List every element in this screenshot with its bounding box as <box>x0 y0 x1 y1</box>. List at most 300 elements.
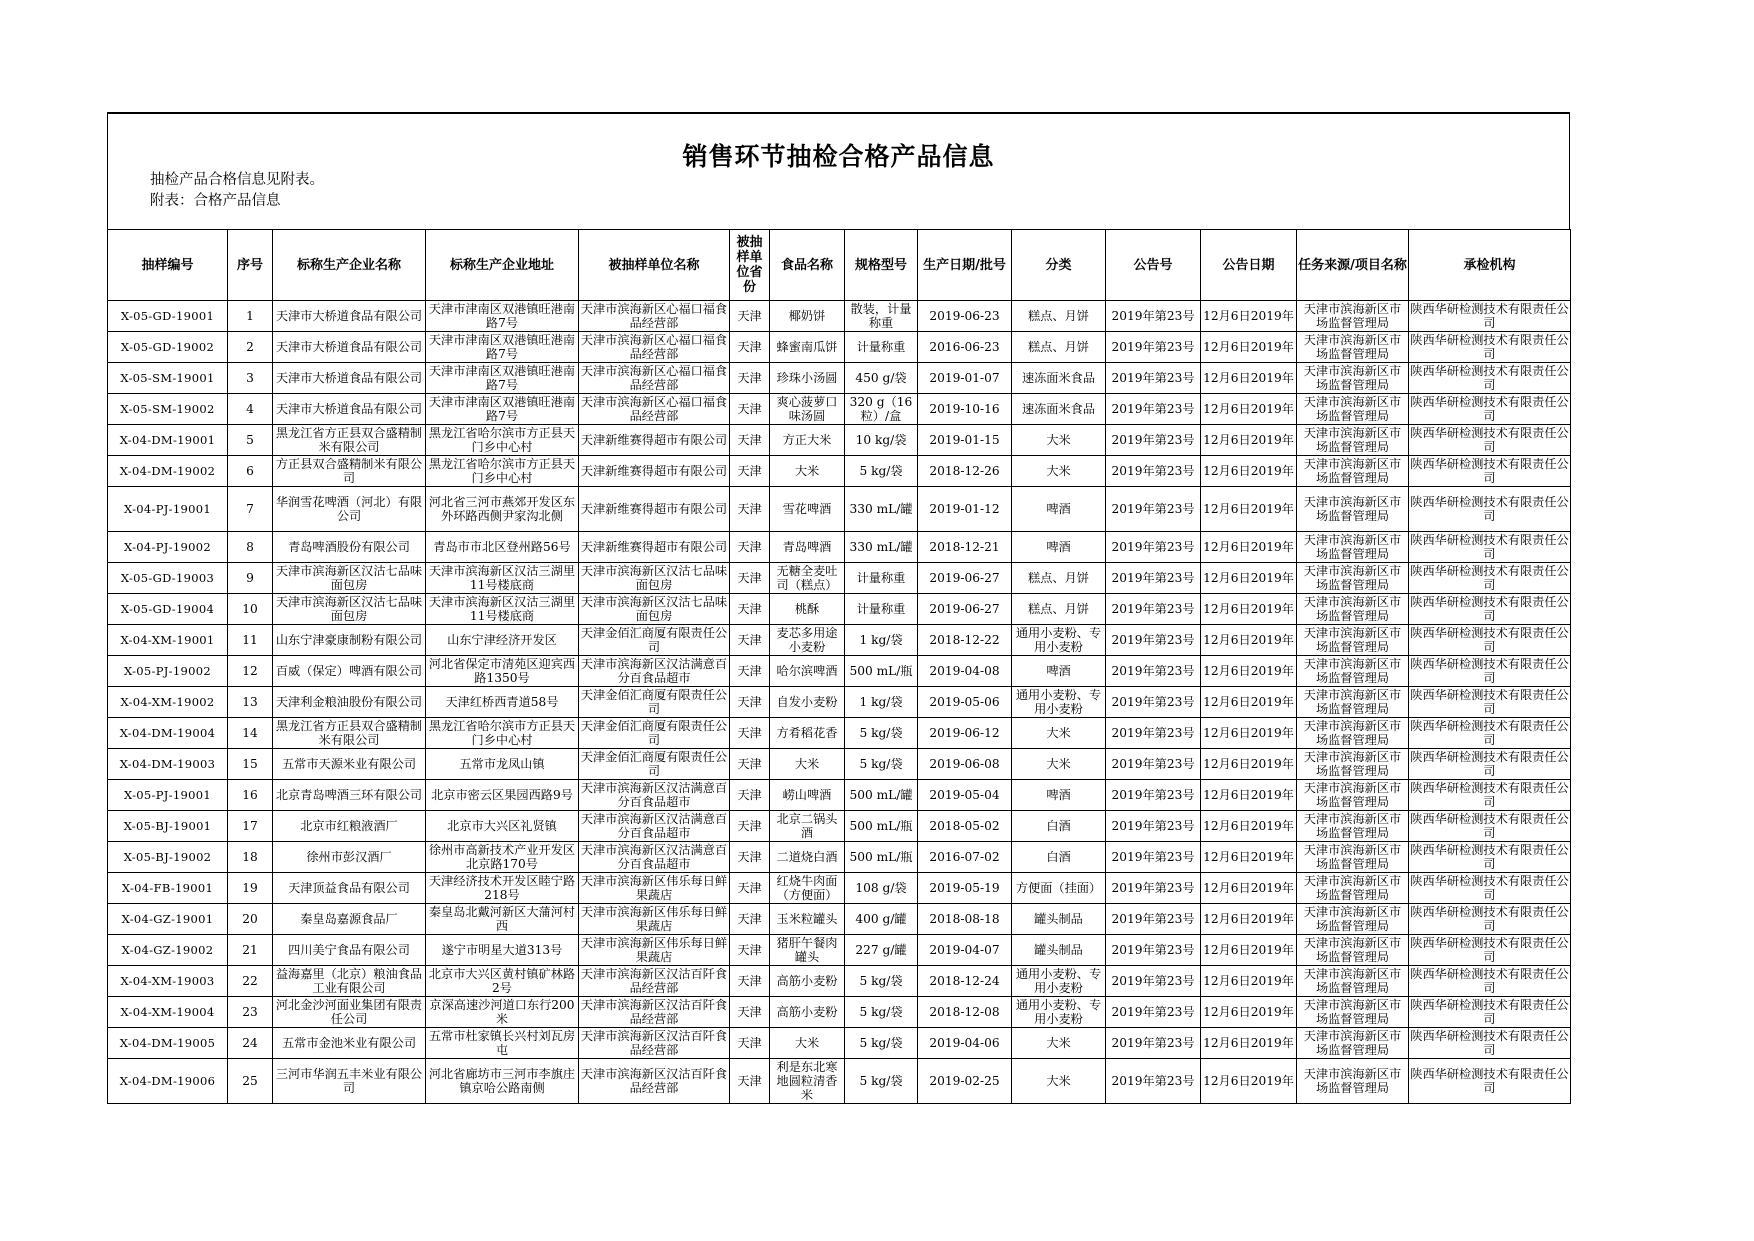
cell-text: 5 kg/袋 <box>859 1036 903 1050</box>
cell-text: 天津市滨海新区汉沽满意百分百食品超市 <box>580 812 728 840</box>
cell-category <box>1012 749 1106 780</box>
cell-index <box>228 532 273 563</box>
cell-sampled-unit <box>579 425 730 456</box>
cell-production-date <box>918 625 1012 656</box>
cell-manufacturer-address <box>426 687 579 718</box>
cell-category <box>1012 966 1106 997</box>
document-header <box>107 113 1570 229</box>
table-row <box>108 811 1571 842</box>
cell-text: 陕西华研检测技术有限责任公司 <box>1410 364 1569 392</box>
cell-task-source <box>1297 563 1409 594</box>
cell-production-date <box>918 966 1012 997</box>
cell-production-date <box>918 997 1012 1028</box>
cell-text: 227 g/罐 <box>855 943 907 957</box>
cell-text: 陕西华研检测技术有限责任公司 <box>1410 688 1569 716</box>
cell-notice-date <box>1201 873 1297 904</box>
cell-text: 2016-07-02 <box>929 850 1000 864</box>
cell-notice-no <box>1106 532 1201 563</box>
cell-sample-id <box>108 532 228 563</box>
cell-manufacturer-address <box>426 997 579 1028</box>
cell-index <box>228 935 273 966</box>
cell-task-source <box>1297 997 1409 1028</box>
cell-text: 陕西华研检测技术有限责任公司 <box>1410 812 1569 840</box>
cell-text: 白酒 <box>1046 850 1071 864</box>
cell-text: 糕点、月饼 <box>1028 309 1089 323</box>
cell-text: 天津市滨海新区汉沽百阡食品经营部 <box>580 967 728 995</box>
cell-notice-no <box>1106 363 1201 394</box>
cell-sampled-unit <box>579 904 730 935</box>
cell-text: 罐头制品 <box>1034 912 1083 926</box>
cell-inspection-agency <box>1409 1028 1571 1059</box>
cell-text: 天津市滨海新区汉沽七品味面包房 <box>275 595 423 623</box>
cell-task-source <box>1297 935 1409 966</box>
cell-text: 12月6日2019年 <box>1203 850 1294 864</box>
cell-sample-id <box>108 873 228 904</box>
cell-text: 陕西华研检测技术有限责任公司 <box>1410 333 1569 361</box>
cell-production-date <box>918 842 1012 873</box>
cell-spec <box>845 1059 918 1104</box>
cell-text: 天津 <box>737 433 762 447</box>
cell-sampled-unit <box>579 935 730 966</box>
cell-spec <box>845 873 918 904</box>
cell-index <box>228 1028 273 1059</box>
cell-text: 北京市大兴区礼贤镇 <box>447 819 557 833</box>
cell-production-date <box>918 935 1012 966</box>
cell-text: 陕西华研检测技术有限责任公司 <box>1410 495 1569 523</box>
cell-category <box>1012 780 1106 811</box>
cell-food-name <box>770 301 845 332</box>
cell-text: 陕西华研检测技术有限责任公司 <box>1410 564 1569 592</box>
cell-text: 天津市滨海新区汉沽七品味面包房 <box>580 595 728 623</box>
cell-task-source <box>1297 749 1409 780</box>
cell-text: 2019-05-06 <box>929 695 1000 709</box>
cell-notice-date <box>1201 997 1297 1028</box>
cell-production-date <box>918 425 1012 456</box>
cell-sampled-unit <box>579 394 730 425</box>
cell-text: 18 <box>242 850 258 864</box>
cell-text: 五常市杜家镇长兴村刘瓦房屯 <box>428 1029 576 1057</box>
cell-food-name <box>770 904 845 935</box>
table-row <box>108 1028 1571 1059</box>
cell-sampled-unit <box>579 332 730 363</box>
table-row <box>108 1059 1571 1104</box>
cell-task-source <box>1297 625 1409 656</box>
cell-text: X-04-DM-19004 <box>119 726 216 740</box>
cell-category <box>1012 532 1106 563</box>
cell-inspection-agency <box>1409 811 1571 842</box>
cell-manufacturer <box>273 904 426 935</box>
cell-sampled-unit <box>579 363 730 394</box>
cell-text: 5 kg/袋 <box>859 464 903 478</box>
cell-text: 爽心菠萝口味汤圆 <box>776 395 838 423</box>
cell-notice-no <box>1106 966 1201 997</box>
cell-index <box>228 749 273 780</box>
cell-food-name <box>770 594 845 625</box>
cell-text: 糕点、月饼 <box>1028 571 1089 585</box>
cell-text: 河北金沙河面业集团有限责任公司 <box>275 998 423 1026</box>
cell-sampled-unit <box>579 780 730 811</box>
table-header-row <box>108 230 1571 301</box>
header-task-source: 任务来源/项目名称 <box>1297 230 1409 301</box>
cell-text: 5 kg/袋 <box>859 726 903 740</box>
cell-text: 玉米粒罐头 <box>776 912 838 926</box>
cell-text: 百威（保定）啤酒有限公司 <box>275 664 423 678</box>
cell-manufacturer-address <box>426 363 579 394</box>
cell-task-source <box>1297 332 1409 363</box>
cell-food-name <box>770 394 845 425</box>
cell-text: 崂山啤酒 <box>782 788 832 802</box>
cell-text: 2018-12-22 <box>929 633 1000 647</box>
cell-text: 自发小麦粉 <box>776 695 838 709</box>
cell-inspection-agency <box>1409 842 1571 873</box>
cell-text: 天津市滨海新区市场监督管理局 <box>1303 1029 1402 1057</box>
cell-task-source <box>1297 456 1409 487</box>
cell-text: 天津市滨海新区市场监督管理局 <box>1303 719 1402 747</box>
cell-text: 5 <box>246 433 254 447</box>
cell-task-source <box>1297 394 1409 425</box>
cell-text: 12月6日2019年 <box>1203 912 1294 926</box>
cell-province <box>730 456 770 487</box>
cell-production-date <box>918 394 1012 425</box>
cell-text: 天津市滨海新区市场监督管理局 <box>1303 457 1402 485</box>
cell-manufacturer-address <box>426 594 579 625</box>
cell-food-name <box>770 842 845 873</box>
cell-manufacturer <box>273 425 426 456</box>
cell-food-name <box>770 811 845 842</box>
cell-food-name <box>770 873 845 904</box>
cell-notice-date <box>1201 904 1297 935</box>
cell-category <box>1012 625 1106 656</box>
cell-text: 2019年第23号 <box>1111 540 1195 554</box>
cell-production-date <box>918 687 1012 718</box>
intro-line-2: 附表：合格产品信息 <box>150 193 281 209</box>
cell-manufacturer-address <box>426 935 579 966</box>
cell-food-name <box>770 687 845 718</box>
cell-sampled-unit <box>579 625 730 656</box>
cell-text: 桃酥 <box>794 602 820 616</box>
cell-text: 2019-01-15 <box>929 433 1000 447</box>
cell-text: 12月6日2019年 <box>1203 1074 1294 1088</box>
cell-category <box>1012 563 1106 594</box>
cell-inspection-agency <box>1409 687 1571 718</box>
cell-text: 12月6日2019年 <box>1203 819 1294 833</box>
cell-spec <box>845 1028 918 1059</box>
cell-text: 红烧牛肉面（方便面） <box>776 874 838 902</box>
cell-text: 13 <box>242 695 258 709</box>
cell-notice-no <box>1106 656 1201 687</box>
cell-inspection-agency <box>1409 780 1571 811</box>
cell-text: 23 <box>242 1005 258 1019</box>
cell-text: 2019年第23号 <box>1111 757 1195 771</box>
cell-notice-no <box>1106 842 1201 873</box>
cell-text: 2019年第23号 <box>1111 943 1195 957</box>
cell-manufacturer <box>273 966 426 997</box>
cell-text: 1 kg/袋 <box>859 695 903 709</box>
cell-province <box>730 873 770 904</box>
cell-text: X-04-XM-19002 <box>120 695 215 709</box>
cell-food-name <box>770 363 845 394</box>
cell-text: 2018-08-18 <box>929 912 1000 926</box>
cell-index <box>228 780 273 811</box>
cell-text: 天津 <box>737 633 762 647</box>
table-row <box>108 687 1571 718</box>
cell-spec <box>845 332 918 363</box>
cell-text: 天津 <box>737 664 762 678</box>
cell-text: 大米 <box>1046 1074 1071 1088</box>
cell-text: 天津金佰汇商厦有限责任公司 <box>580 719 728 747</box>
cell-text: 天津新维赛得超市有限公司 <box>580 464 728 478</box>
cell-production-date <box>918 749 1012 780</box>
cell-text: 2019年第23号 <box>1111 788 1195 802</box>
cell-text: 天津市滨海新区心福口福食品经营部 <box>580 364 728 392</box>
cell-sample-id <box>108 718 228 749</box>
cell-notice-date <box>1201 394 1297 425</box>
cell-text: 雪花啤酒 <box>782 502 832 516</box>
cell-production-date <box>918 363 1012 394</box>
cell-manufacturer-address <box>426 749 579 780</box>
cell-text: 啤酒 <box>1046 664 1071 678</box>
cell-index <box>228 904 273 935</box>
cell-manufacturer <box>273 487 426 532</box>
cell-text: 5 kg/袋 <box>859 1074 903 1088</box>
cell-text: 天津 <box>737 726 762 740</box>
cell-category <box>1012 394 1106 425</box>
cell-text: 12月6日2019年 <box>1203 881 1294 895</box>
cell-text: X-04-FB-19001 <box>121 881 214 895</box>
cell-food-name <box>770 966 845 997</box>
cell-notice-date <box>1201 811 1297 842</box>
cell-text: 2019年第23号 <box>1111 1074 1195 1088</box>
cell-text: 2019年第23号 <box>1111 340 1195 354</box>
cell-category <box>1012 656 1106 687</box>
cell-spec <box>845 532 918 563</box>
cell-text: 利是东北寒地圆粒清香米 <box>776 1060 838 1102</box>
cell-text: 陕西华研检测技术有限责任公司 <box>1410 595 1569 623</box>
cell-text: 天津 <box>737 1074 762 1088</box>
cell-text: 陕西华研检测技术有限责任公司 <box>1410 302 1569 330</box>
cell-text: 14 <box>242 726 258 740</box>
cell-manufacturer <box>273 842 426 873</box>
cell-sampled-unit <box>579 749 730 780</box>
cell-notice-no <box>1106 594 1201 625</box>
cell-category <box>1012 332 1106 363</box>
cell-text: 通用小麦粉、专用小麦粉 <box>1015 967 1102 995</box>
cell-category <box>1012 301 1106 332</box>
cell-text: 陕西华研检测技术有限责任公司 <box>1410 533 1569 561</box>
cell-text: 天津 <box>737 943 762 957</box>
cell-text: 天津市滨海新区市场监督管理局 <box>1303 564 1402 592</box>
cell-sample-id <box>108 625 228 656</box>
table-row <box>108 997 1571 1028</box>
cell-text: 5 kg/袋 <box>859 974 903 988</box>
cell-text: 2 <box>246 340 254 354</box>
cell-sampled-unit <box>579 842 730 873</box>
cell-text: 大米 <box>1046 433 1071 447</box>
cell-text: 糕点、月饼 <box>1028 340 1089 354</box>
cell-spec <box>845 811 918 842</box>
cell-text: 天津市滨海新区市场监督管理局 <box>1303 302 1402 330</box>
cell-text: 山东宁津豪康制粉有限公司 <box>275 633 423 647</box>
cell-text: 2019年第23号 <box>1111 850 1195 864</box>
cell-production-date <box>918 563 1012 594</box>
cell-text: 大米 <box>1046 757 1071 771</box>
cell-text: 天津市滨海新区市场监督管理局 <box>1303 426 1402 454</box>
cell-task-source <box>1297 842 1409 873</box>
cell-text: 天津 <box>737 757 762 771</box>
cell-text: 2019年第23号 <box>1111 819 1195 833</box>
cell-notice-no <box>1106 394 1201 425</box>
cell-text: X-04-XM-19001 <box>120 633 215 647</box>
cell-manufacturer <box>273 363 426 394</box>
cell-sample-id <box>108 997 228 1028</box>
cell-text: 天津市滨海新区市场监督管理局 <box>1303 333 1402 361</box>
cell-text: 2019年第23号 <box>1111 881 1195 895</box>
cell-text: 2019年第23号 <box>1111 726 1195 740</box>
cell-text: 2019-05-04 <box>929 788 1000 802</box>
cell-sampled-unit <box>579 487 730 532</box>
cell-text: 方肴稻花香 <box>776 726 838 740</box>
cell-sample-id <box>108 301 228 332</box>
cell-text: 天津 <box>737 850 762 864</box>
cell-text: 450 g/袋 <box>855 371 907 385</box>
cell-manufacturer <box>273 625 426 656</box>
cell-manufacturer <box>273 301 426 332</box>
cell-manufacturer <box>273 811 426 842</box>
cell-task-source <box>1297 594 1409 625</box>
cell-task-source <box>1297 363 1409 394</box>
table-row <box>108 363 1571 394</box>
cell-category <box>1012 935 1106 966</box>
cell-inspection-agency <box>1409 425 1571 456</box>
cell-text: 2019-06-12 <box>929 726 1000 740</box>
cell-text: X-04-GZ-19002 <box>121 943 214 957</box>
cell-task-source <box>1297 1059 1409 1104</box>
table-row <box>108 780 1571 811</box>
cell-province <box>730 594 770 625</box>
cell-sample-id <box>108 842 228 873</box>
cell-inspection-agency <box>1409 718 1571 749</box>
cell-text: 12月6日2019年 <box>1203 788 1294 802</box>
cell-text: 12月6日2019年 <box>1203 433 1294 447</box>
cell-text: 华润雪花啤酒（河北）有限公司 <box>275 495 423 523</box>
cell-text: 天津新维赛得超市有限公司 <box>580 540 728 554</box>
cell-text: X-04-DM-19002 <box>119 464 216 478</box>
cell-notice-no <box>1106 301 1201 332</box>
cell-task-source <box>1297 656 1409 687</box>
cell-sampled-unit <box>579 997 730 1028</box>
cell-province <box>730 394 770 425</box>
cell-food-name <box>770 718 845 749</box>
cell-text: 陕西华研检测技术有限责任公司 <box>1410 874 1569 902</box>
cell-text: 10 <box>242 602 258 616</box>
cell-manufacturer <box>273 532 426 563</box>
cell-sampled-unit <box>579 594 730 625</box>
cell-text: 天津市滨海新区市场监督管理局 <box>1303 998 1402 1026</box>
cell-food-name <box>770 1028 845 1059</box>
cell-food-name <box>770 563 845 594</box>
cell-sample-id <box>108 425 228 456</box>
cell-text: 5 kg/袋 <box>859 1005 903 1019</box>
cell-text: 天津市大桥道食品有限公司 <box>275 402 423 416</box>
cell-manufacturer <box>273 563 426 594</box>
cell-text: 2018-12-24 <box>929 974 1000 988</box>
header-notice-date: 公告日期 <box>1201 230 1297 301</box>
cell-text: 12月6日2019年 <box>1203 633 1294 647</box>
cell-text: X-04-PJ-19002 <box>124 540 211 554</box>
cell-manufacturer <box>273 997 426 1028</box>
cell-text: 黑龙江省方正县双合盛精制米有限公司 <box>275 426 423 454</box>
cell-production-date <box>918 718 1012 749</box>
cell-food-name <box>770 935 845 966</box>
cell-manufacturer-address <box>426 425 579 456</box>
cell-inspection-agency <box>1409 301 1571 332</box>
cell-index <box>228 966 273 997</box>
cell-text: 蜂蜜南瓜饼 <box>776 340 838 354</box>
cell-notice-no <box>1106 563 1201 594</box>
cell-text: 400 g/罐 <box>855 912 907 926</box>
cell-task-source <box>1297 487 1409 532</box>
cell-text: 大米 <box>1046 726 1071 740</box>
cell-sampled-unit <box>579 456 730 487</box>
cell-inspection-agency <box>1409 873 1571 904</box>
cell-notice-no <box>1106 904 1201 935</box>
cell-notice-date <box>1201 487 1297 532</box>
cell-text: 麦芯多用途小麦粉 <box>776 626 838 654</box>
table-row <box>108 718 1571 749</box>
cell-text: 方正县双合盛精制米有限公司 <box>275 457 423 485</box>
cell-text: 2019年第23号 <box>1111 371 1195 385</box>
cell-text: 4 <box>246 402 254 416</box>
cell-food-name <box>770 997 845 1028</box>
cell-text: X-05-BJ-19001 <box>123 819 212 833</box>
cell-text: 天津市津南区双港镇旺港南路7号 <box>428 364 576 392</box>
cell-text: 天津市滨海新区市场监督管理局 <box>1303 364 1402 392</box>
cell-category <box>1012 811 1106 842</box>
cell-spec <box>845 301 918 332</box>
cell-text: 2019-04-07 <box>929 943 1000 957</box>
cell-province <box>730 1028 770 1059</box>
cell-manufacturer-address <box>426 656 579 687</box>
cell-inspection-agency <box>1409 394 1571 425</box>
cell-sampled-unit <box>579 687 730 718</box>
cell-text: 陕西华研检测技术有限责任公司 <box>1410 750 1569 778</box>
cell-manufacturer <box>273 1028 426 1059</box>
cell-text: 1 <box>246 309 254 323</box>
cell-food-name <box>770 532 845 563</box>
cell-index <box>228 394 273 425</box>
cell-task-source <box>1297 780 1409 811</box>
page-title: 销售环节抽检合格产品信息 <box>682 142 995 171</box>
cell-spec <box>845 904 918 935</box>
cell-notice-no <box>1106 332 1201 363</box>
cell-province <box>730 532 770 563</box>
cell-text: 2019-06-27 <box>929 602 1000 616</box>
cell-task-source <box>1297 966 1409 997</box>
cell-manufacturer <box>273 687 426 718</box>
cell-text: 12月6日2019年 <box>1203 371 1294 385</box>
cell-text: 天津市滨海新区汉沽三湖里11号楼底商 <box>428 564 576 592</box>
cell-text: 12月6日2019年 <box>1203 726 1294 740</box>
cell-index <box>228 997 273 1028</box>
table-body <box>108 301 1571 1104</box>
cell-notice-date <box>1201 563 1297 594</box>
cell-text: 2018-05-02 <box>929 819 1000 833</box>
cell-notice-no <box>1106 456 1201 487</box>
cell-production-date <box>918 873 1012 904</box>
cell-text: 天津 <box>737 502 762 516</box>
cell-text: X-05-SM-19001 <box>120 371 215 385</box>
cell-text: 天津 <box>737 602 762 616</box>
